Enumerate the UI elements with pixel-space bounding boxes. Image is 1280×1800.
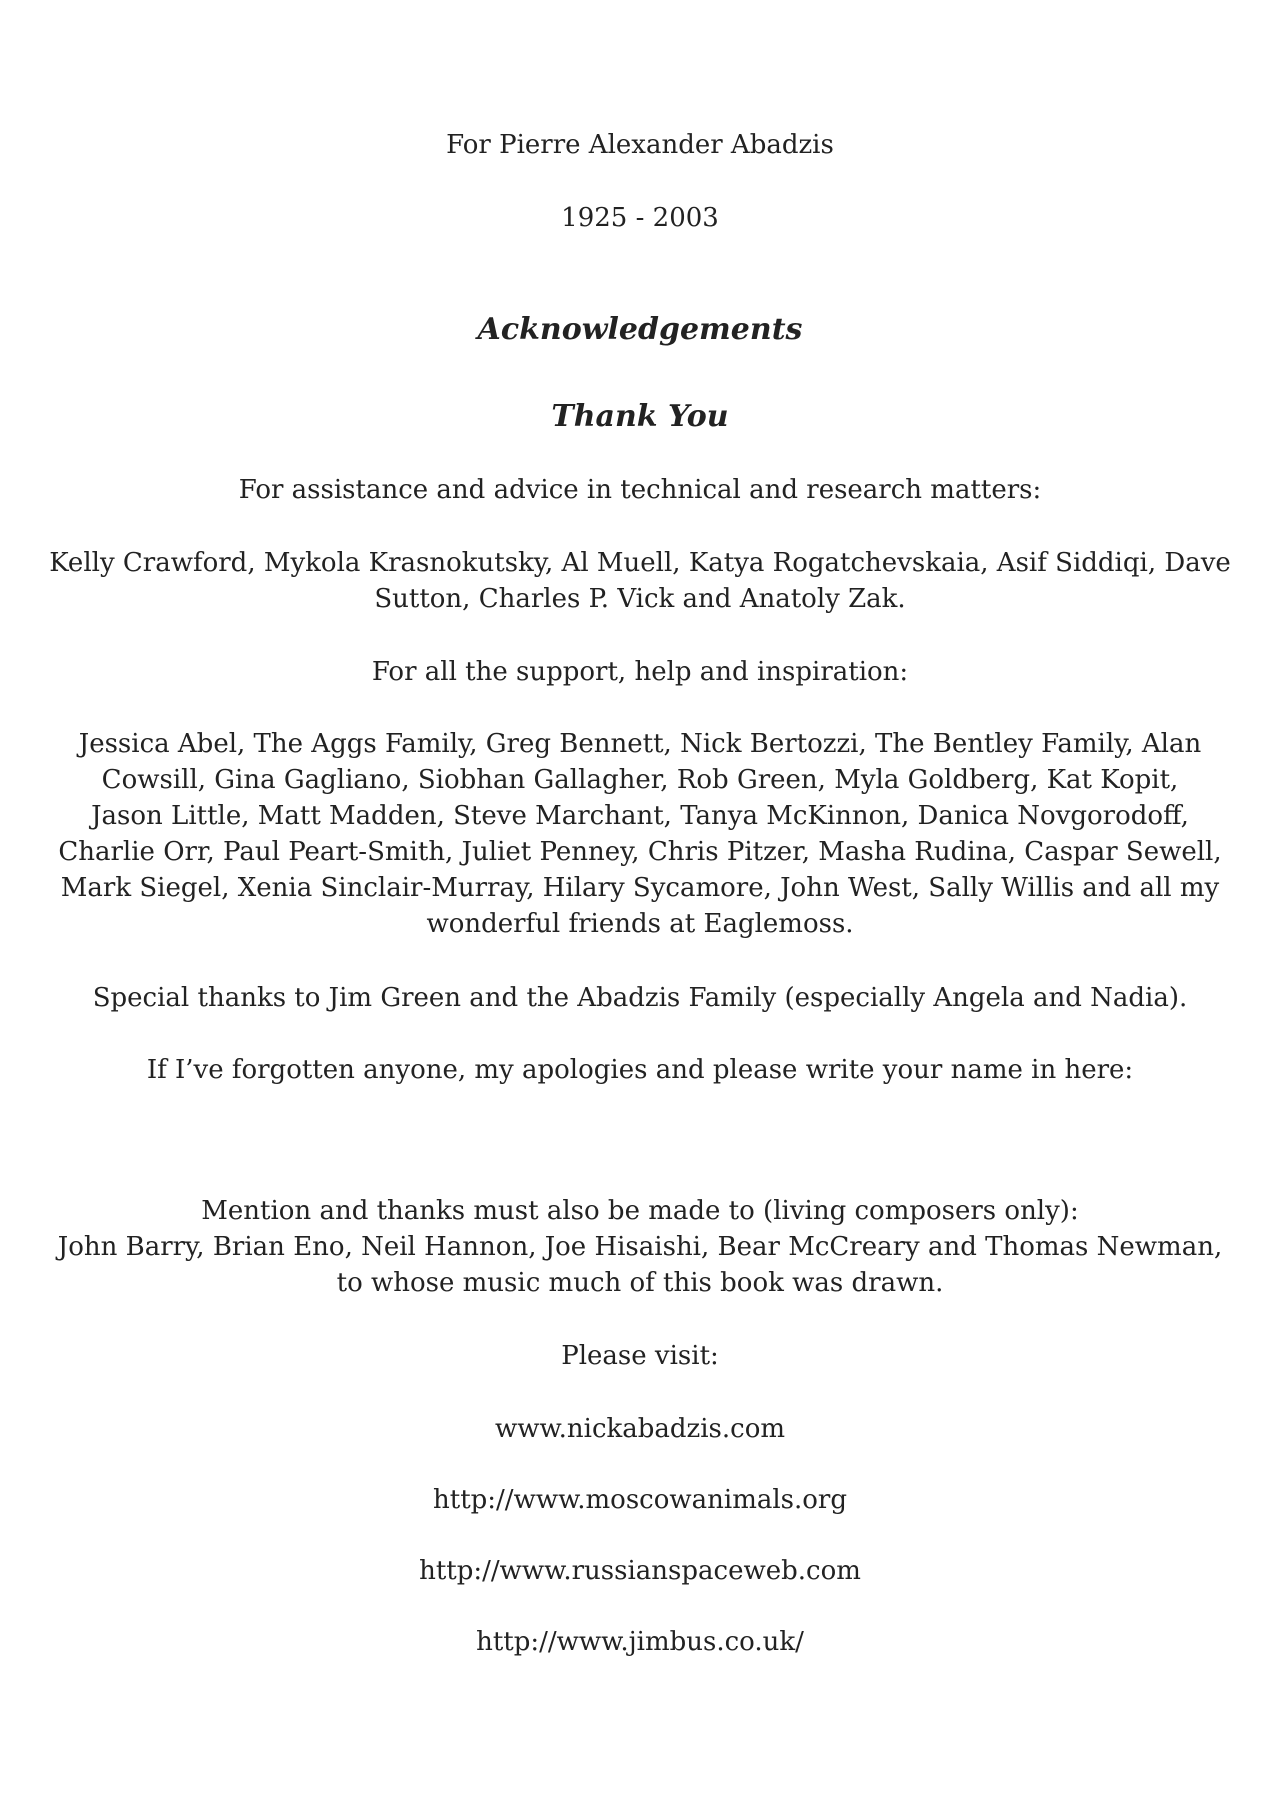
please-visit-label: Please visit: [561,1341,719,1371]
composers-line-3: to whose music much of this book was drawn. [336,1268,944,1298]
forgotten-note: If I’ve forgotten anyone, my apologies and please write your name in here: [146,1055,1134,1085]
support-names-line-2: Cowsill, Gina Gagliano, Siobhan Gallagher, Rob Green, Myla Goldberg, Kat Kopit, [101,765,1179,795]
composers-line-1: Mention and thanks must also be made to (living composers only): [201,1196,1079,1226]
thank-you-heading: Thank You [551,399,729,434]
support-names-line-6: wonderful friends at Eaglemoss. [426,909,854,939]
special-thanks: Special thanks to Jim Green and the Abadzis Family (especially Angela and Nadia). [92,983,1188,1013]
support-names-line-3: Jason Little, Matt Madden, Steve Marchant, Tanya McKinnon, Danica Novgorodoff, [91,801,1189,831]
technical-intro: For assistance and advice in technical and research matters: [238,475,1042,505]
acknowledgements-heading: Acknowledgements [477,312,803,347]
composers-line-2: John Barry, Brian Eno, Neil Hannon, Joe Hisaishi, Bear McCreary and Thomas Newman, [57,1232,1223,1262]
website-link-jimbus: http://www.jimbus.co.uk/ [476,1627,804,1657]
support-names-line-5: Mark Siegel, Xenia Sinclair-Murray, Hilary Sycamore, John West, Sally Willis and all my [60,873,1220,903]
technical-names-line-1: Kelly Crawford, Mykola Krasnokutsky, Al Muell, Katya Rogatchevskaia, Asif Siddiqi, Dave [49,548,1231,578]
dedication-years: 1925 - 2003 [561,203,719,233]
dedication-name: For Pierre Alexander Abadzis [446,130,834,160]
support-names-line-1: Jessica Abel, The Aggs Family, Greg Bennett, Nick Bertozzi, The Bentley Family, Alan [78,729,1202,759]
support-intro: For all the support, help and inspiration: [371,657,909,687]
support-names-line-4: Charlie Orr, Paul Peart-Smith, Juliet Penney, Chris Pitzer, Masha Rudina, Caspar Sewell, [58,837,1222,867]
technical-names-line-2: Sutton, Charles P. Vick and Anatoly Zak. [374,584,906,614]
website-link-nickabadzis: www.nickabadzis.com [494,1414,786,1444]
website-link-russianspaceweb: http://www.russianspaceweb.com [419,1556,861,1586]
website-link-moscowanimals: http://www.moscowanimals.org [433,1485,847,1515]
